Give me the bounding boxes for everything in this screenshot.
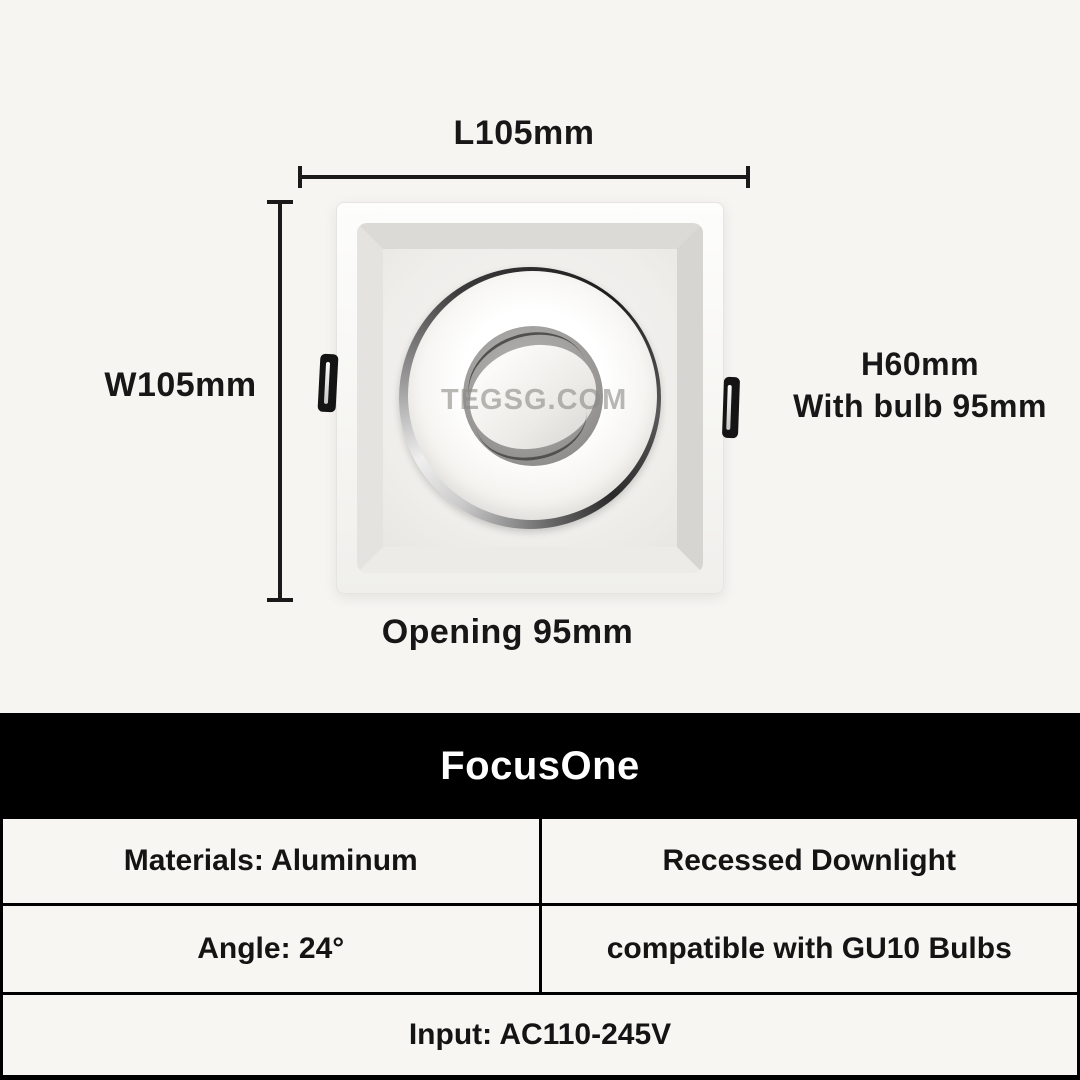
height-dimension-label [790,343,1050,427]
product-title-bar [0,713,1080,819]
clip-highlight [324,362,330,404]
dimension-line [278,200,282,602]
spec-cell-materials: Materials: Aluminum [3,819,539,903]
length-dimension-label: L105mm [453,114,595,152]
length-dimension-line [298,166,750,188]
height-label: H60mm [860,346,980,382]
spec-table [0,819,1080,1075]
dimension-line [298,175,750,179]
clip-highlight [726,385,732,430]
fixture-bevel [357,223,703,573]
downlight-product-photo [336,202,724,594]
height-with-bulb-label: With bulb 95mm [793,388,1047,424]
width-dimension-label: W105mm [104,366,257,404]
product-name: FocusOne [440,743,640,788]
opening-dimension-label: Opening 95mm [381,613,634,651]
spec-cell-angle: Angle: 24° [3,906,539,992]
mounting-clip-left [317,354,338,413]
spec-cell-input-voltage: Input: AC110-245V [3,995,1077,1075]
watermark-text: TEGSG.COM [441,384,628,416]
mounting-clip-right [722,377,740,439]
bottom-black-strip [0,1075,1080,1080]
dimension-tick [267,598,293,602]
gimbal-chrome-ring [399,267,661,529]
gimbal-white-trim [408,271,657,520]
spec-cell-type: Recessed Downlight [542,819,1078,903]
bulb-socket-opening [463,326,603,466]
spec-cell-bulb-compat: compatible with GU10 Bulbs [542,906,1078,992]
dimension-tick [746,166,750,188]
width-dimension-line [267,200,293,602]
